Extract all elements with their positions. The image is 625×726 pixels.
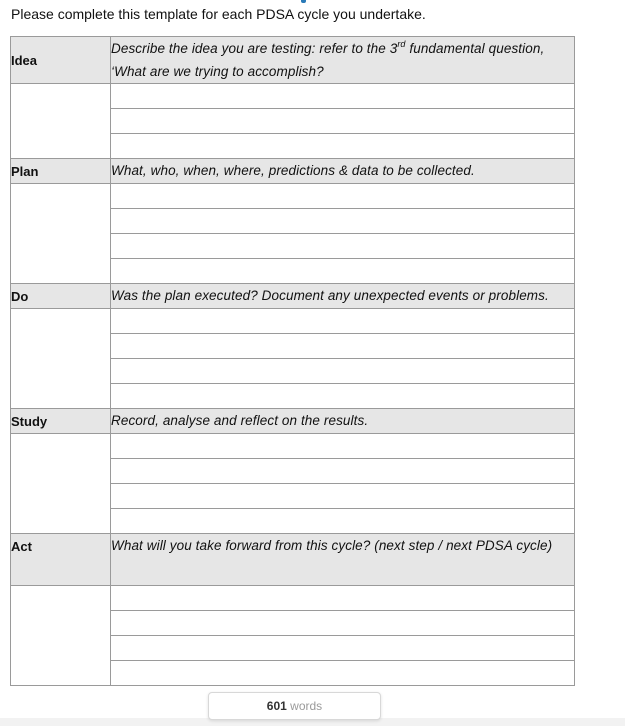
section-notes-label-cell (11, 586, 111, 686)
entry-line[interactable] (111, 611, 575, 636)
instructions-text: Please complete this template for each PDSA cycle you undertake. (11, 6, 426, 22)
entry-line[interactable] (111, 234, 575, 259)
entry-line[interactable] (111, 434, 575, 459)
section-label-idea (11, 37, 111, 84)
section-notes-label-cell (11, 309, 111, 409)
section-notes-label-cell (11, 84, 111, 159)
entry-line[interactable] (111, 384, 575, 409)
word-count-indicator[interactable] (208, 692, 381, 720)
section-label-do (11, 284, 111, 309)
entry-line[interactable] (111, 636, 575, 661)
section-header-row-plan (11, 159, 575, 184)
entry-line[interactable] (111, 586, 575, 611)
section-prompt-idea (111, 37, 575, 84)
entry-line[interactable] (111, 109, 575, 134)
section-header-row-act (11, 534, 575, 586)
entry-line[interactable] (111, 661, 575, 686)
pdsa-template-table (10, 36, 575, 686)
prompt-text-part: fundamental question, ‘What are we trying to accomplish? (111, 41, 545, 79)
section-label-study (11, 409, 111, 434)
section-prompt-plan: What, who, when, where, predictions & data to be collected. (111, 159, 575, 184)
section-label-act (11, 534, 111, 586)
entry-line[interactable] (111, 84, 575, 109)
section-label-text: Plan (11, 163, 39, 179)
entry-line[interactable] (111, 359, 575, 384)
entry-line[interactable] (111, 134, 575, 159)
entry-line[interactable] (111, 334, 575, 359)
entry-line[interactable] (111, 184, 575, 209)
top-accent-mark (301, 0, 306, 3)
section-header-row-study (11, 409, 575, 434)
entry-line[interactable] (111, 509, 575, 534)
word-count-number: 601 (266, 699, 287, 713)
section-label-plan (11, 159, 111, 184)
section-label-text: Do (11, 288, 29, 304)
entry-line[interactable] (111, 484, 575, 509)
entry-line[interactable] (111, 309, 575, 334)
section-label-text: Study (11, 413, 48, 429)
word-count-unit: words (290, 699, 323, 713)
section-notes-label-cell (11, 434, 111, 534)
section-notes-label-cell (11, 184, 111, 284)
entry-line[interactable] (111, 459, 575, 484)
prompt-text-part: Describe the idea you are testing: refer to the 3 (111, 41, 398, 56)
entry-line[interactable] (111, 259, 575, 284)
section-prompt-do: Was the plan executed? Document any unexpected events or problems. (111, 284, 575, 309)
section-label-text: Act (11, 539, 32, 554)
entry-line[interactable] (111, 209, 575, 234)
section-prompt-study: Record, analyse and reflect on the results. (111, 409, 575, 434)
ordinal-suffix: rd (397, 39, 406, 49)
section-label-text: Idea (11, 52, 38, 68)
section-header-row-idea (11, 37, 575, 84)
section-prompt-act: What will you take forward from this cycle? (next step / next PDSA cycle) (111, 534, 575, 586)
section-header-row-do (11, 284, 575, 309)
